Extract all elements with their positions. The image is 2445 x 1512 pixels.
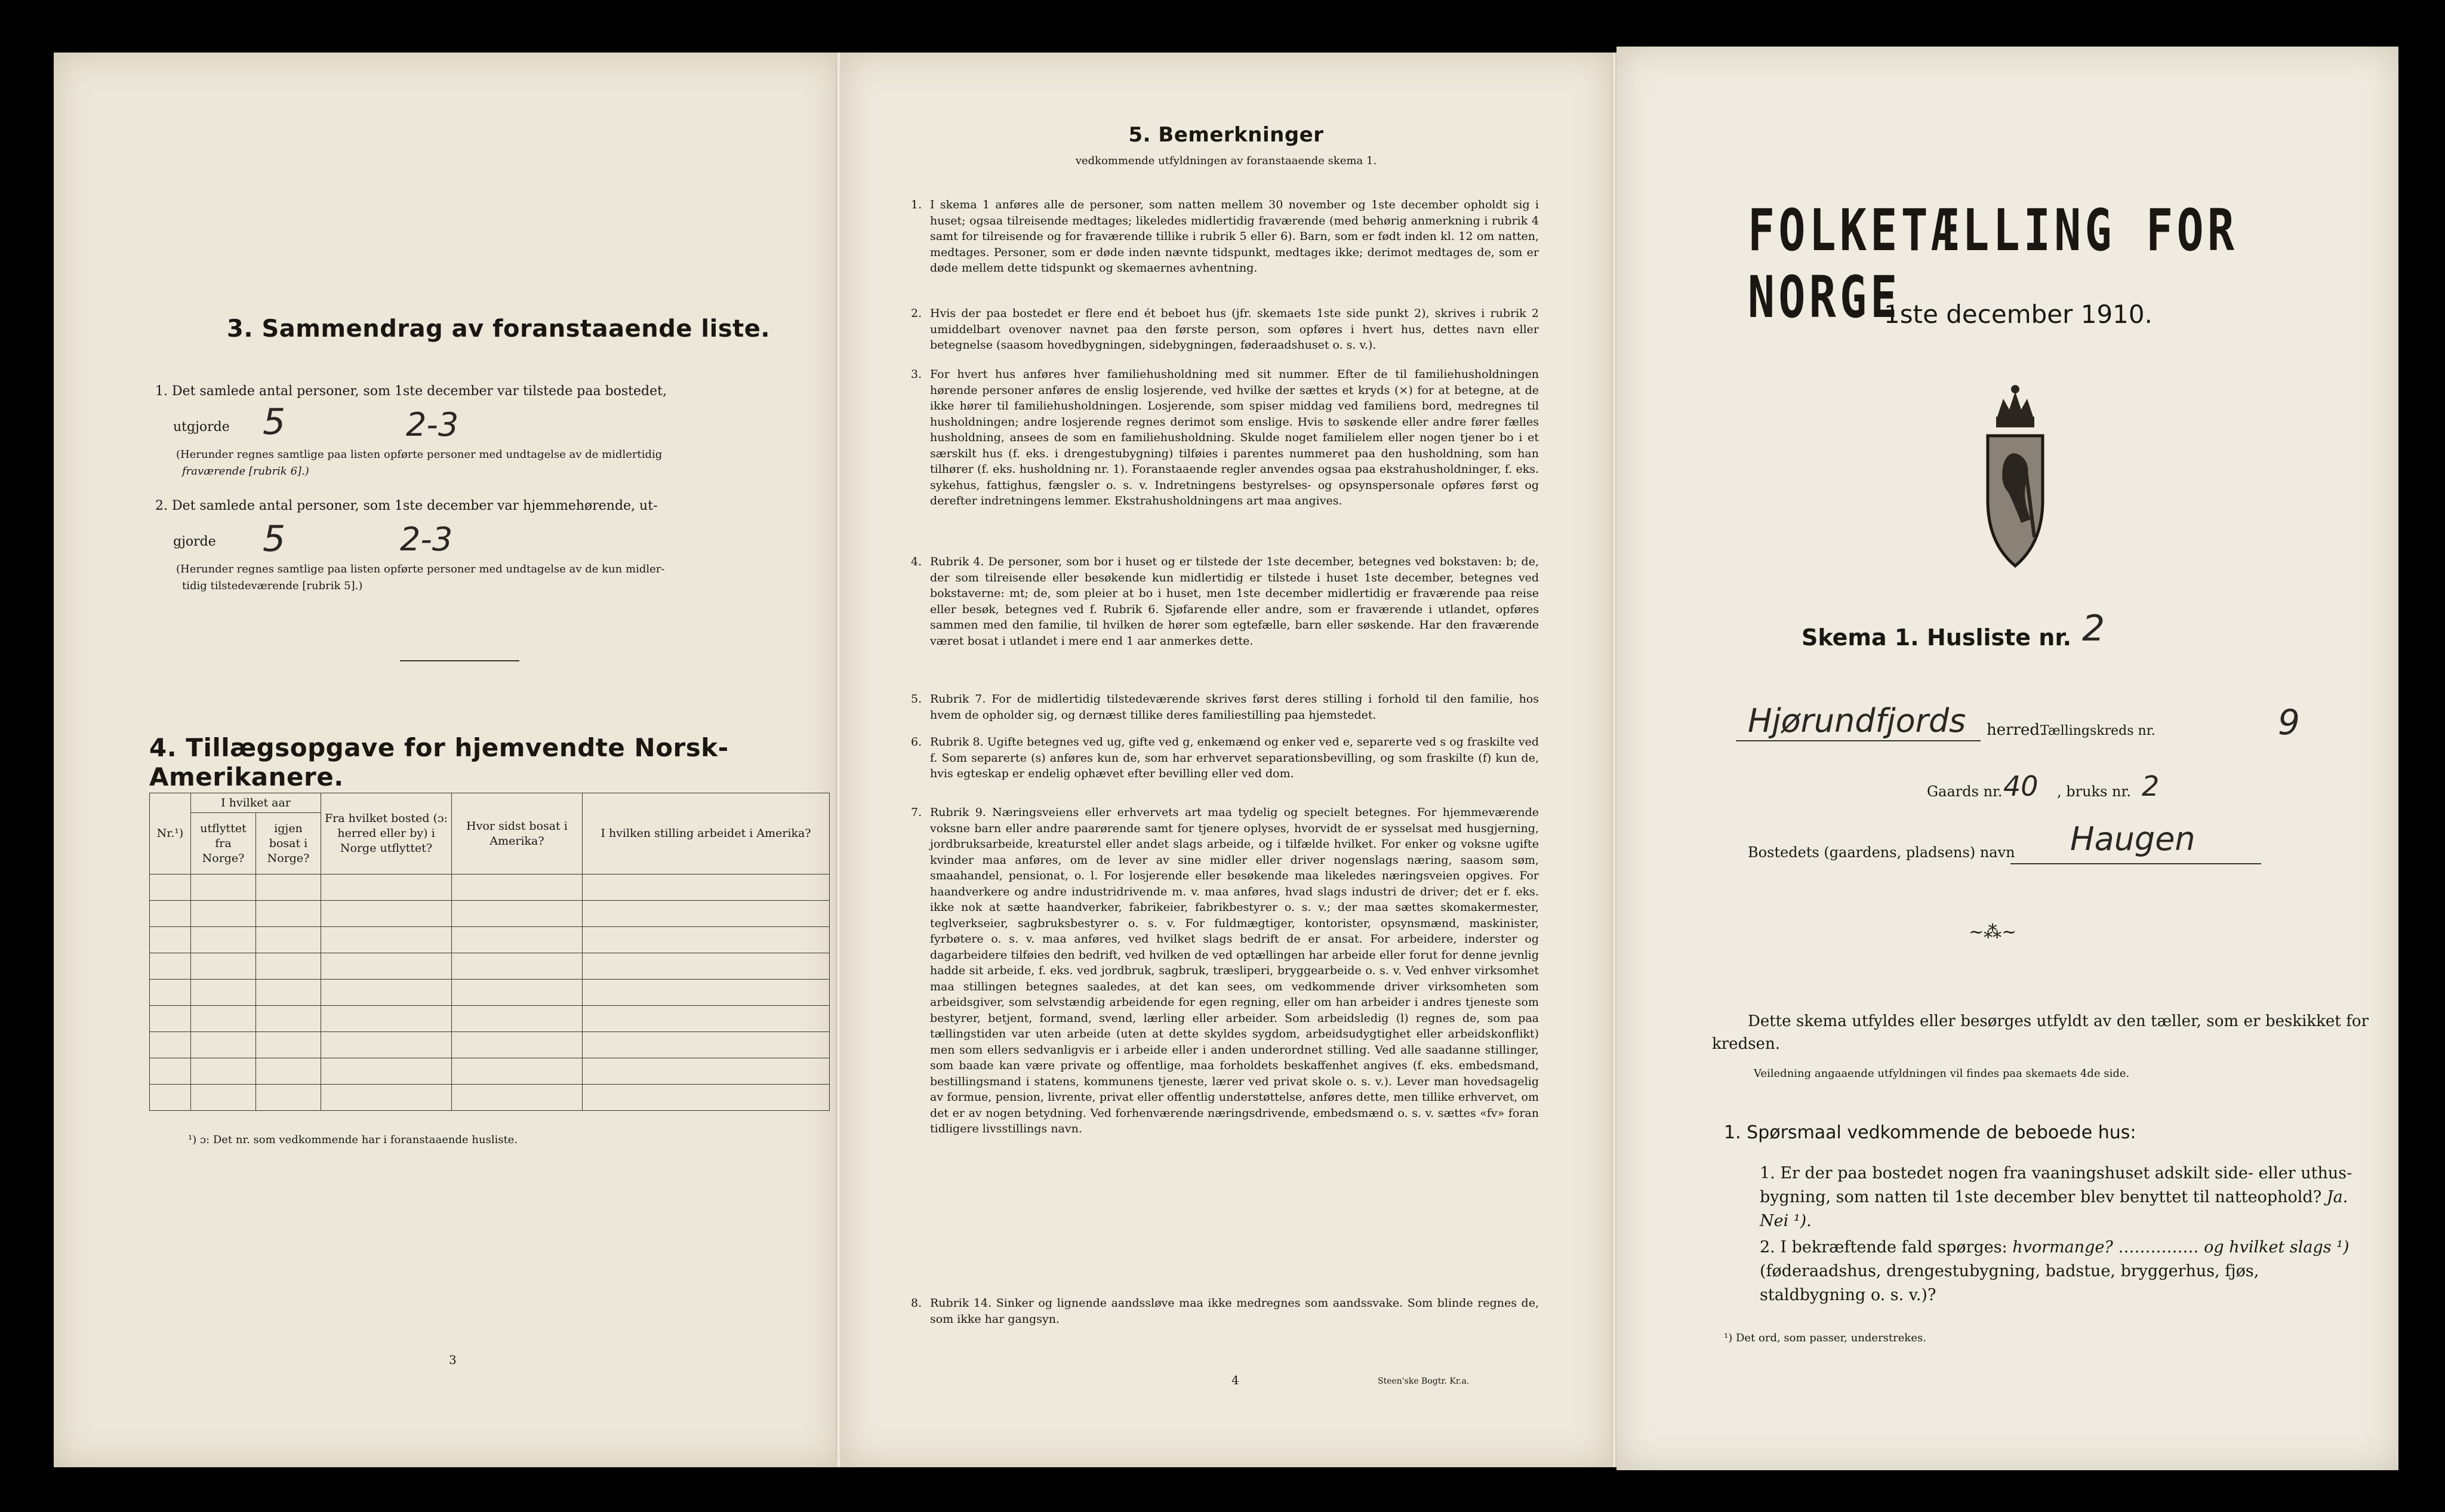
col-year-group: I hvilket aar <box>191 793 321 813</box>
remark-item: 3. For hvert hus anføres hver familiehusholdning med sit nummer. Efter de til familiehusholdningen hørende personer anføres de enslig losjerende, ved hvilke der sættes et kryds (×) for at betegne, at de ikke hører til familiehusholdningen. Losjerende, som spiser middag ved familiens bord, medregnes til husholdningen; andre losjerende regnes derimot som enslige. Hvis to søskende eller andre fører fælles husholdning, ansees de som en familiehusholdning. Skulde noget familielem eller nogen tjener bo i et særskilt hus (f. eks. i drengestubygning) tilføies i parentes nummeret paa den husholdning, som han tilhører (f. eks. husholdning nr. 1). Foranstaaende regler anvendes ogsaa paa ekstrahusholdninger, f. eks. sykehus, fattighus, fængsler o. s. v. Indretningens bestyrelses- og opsynspersonale opføres først og derefter indretningens lemmer. Ekstrahusholdningens art maa angives. <box>911 368 1539 507</box>
section3-item2-line2: gjorde <box>173 534 216 549</box>
table-row <box>150 1085 830 1111</box>
remarks-subtitle: vedkommende utfyldningen av foranstaaende skema 1. <box>1075 155 1377 167</box>
census-date: 1ste december 1910. <box>1884 300 2153 329</box>
remark-item: 5. Rubrik 7. For de midlertidig tilstedeværende skrives først deres stilling i forhold til den familie, hos hvem de opholder sig, og dernæst tillike deres familiestilling paa hjemstedet. <box>911 692 1539 722</box>
herred-label: herred. <box>1987 721 2045 739</box>
table-row <box>150 953 830 980</box>
herred-value: Hjørundfjords <box>1748 702 1966 740</box>
col-nr: Nr.¹) <box>150 793 191 874</box>
herred-line <box>1736 740 1981 741</box>
col-year-a: utflyttet fra Norge? <box>191 813 256 874</box>
bosted-line <box>2010 863 2261 864</box>
page-fold <box>1612 53 1616 1467</box>
remark-item: 4. Rubrik 4. De personer, som bor i huset og er tilstede der 1ste december, betegnes ved bokstaven: b; de, der som tilreisende eller besøkende kun midlertidig er tilstede i huset 1ste december, betegnes ved bokstaverne: mt; de, som pleier at bo i huset, men 1ste december midlertidig er fraværende paa reise eller besøk, betegnes ved f. Rubrik 6. Sjøfarende eller andre, som er fraværende i utlandet, opføres sammen med den familie, til hvilken de hører som egtefælle, barn eller søskende. Har den fraværende været bosat i utlandet i mere end 1 aar anmerkes dette. <box>911 555 1539 648</box>
ornament: ~⁂~ <box>1969 922 2017 943</box>
section3-item2-extra: 2-3 <box>400 521 453 558</box>
section3-title: 3. Sammendrag av foranstaaende liste. <box>227 315 771 343</box>
section3-item2: 2. Det samlede antal personer, som 1ste december var hjemmehørende, ut- <box>155 498 658 513</box>
gaards-value: 40 <box>2003 770 2038 802</box>
gaards-label: Gaards nr. <box>1927 783 2003 800</box>
husliste-nr-value: 2 <box>2082 608 2105 649</box>
table-row <box>150 1058 830 1085</box>
instruction-small: Veiledning angaaende utfyldningen vil findes paa skemaets 4de side. <box>1754 1067 2130 1080</box>
taellingskreds-label: Tællingskreds nr. <box>2040 723 2155 738</box>
section3-item1: 1. Det samlede antal personer, som 1ste december var tilstede paa bostedet, <box>155 384 667 399</box>
question-1: 1. Er der paa bostedet nogen fra vaaningshuset adskilt side- eller uthus-bygning, som natten til 1ste december blev benyttet til natteophold? Ja. Nei ¹). <box>1760 1164 2352 1230</box>
section3-item1-line2: utgjorde <box>173 420 230 435</box>
section4-footnote: ¹) ɔ: Det nr. som vedkommende har i foranstaaende husliste. <box>188 1134 518 1146</box>
remark-item: 2. Hvis der paa bostedet er flere end ét beboet hus (jfr. skemaets 1ste side punkt 2), skrives i rubrik 2 umiddelbart ovenover navnet paa den første person, som opføres i hvert hus, dettes navn eller betegnelse (saasom hovedbygningen, sidebygningen, føderaadshuset o. s. v.). <box>911 307 1539 352</box>
questions-heading: 1. Spørsmaal vedkommende de beboede hus: <box>1724 1122 2136 1143</box>
section4-title: 4. Tillægsopgave for hjemvendte Norsk-Amerikanere. <box>149 733 729 792</box>
page-number: 4 <box>1231 1373 1239 1387</box>
taellingskreds-value: 9 <box>2278 702 2300 743</box>
bruks-label: , bruks nr. <box>2057 783 2131 800</box>
question-2: 2. I bekræftende fald spørges: hvormange? …………… og hvilket slags ¹) (føderaadshus, drengestubygning, badstue, bryggerhus, fjøs, staldbygning o. s. v.)? <box>1760 1238 2349 1304</box>
remarks-title: 5. Bemerkninger <box>1128 123 1324 147</box>
instruction-text: Dette skema utfyldes eller besørges utfyldt av den tæller, som er beskikket for kredsen. <box>1712 1012 2369 1053</box>
table-row <box>150 927 830 953</box>
section3-item1-value: 5 <box>263 401 286 443</box>
col-where: Hvor sidst bosat i Amerika? <box>452 793 583 874</box>
form-page-4 <box>840 53 1612 1467</box>
remark-item: 1. I skema 1 anføres alle de personer, som natten mellem 30 november og 1ste december opholdt sig i huset; ogsaa tilreisende medtages; likeledes midlertidig fraværende (med behørig anmerkning i rubrik 4 samt for tilreisende og for fraværende tillike i rubrik 5 eller 6). Barn, som er født inden kl. 12 om natten, medtages. Personer, som er døde inden nævnte tidspunkt, medtages ikke; derimot medtages de, som er døde mellem dette tidspunkt og skemaernes avhentning. <box>911 198 1539 275</box>
section3-item2-note2: tidig tilstedeværende [rubrik 5].) <box>182 580 363 592</box>
table-row <box>150 901 830 927</box>
form-cover-page <box>1616 47 2398 1470</box>
section3-item1-note1: (Herunder regnes samtlige paa listen opførte personer med undtagelse av de midlertidig <box>176 448 663 461</box>
divider <box>400 660 519 661</box>
table-row <box>150 874 830 901</box>
section3-item2-value: 5 <box>263 518 286 560</box>
norway-coat-of-arms-icon <box>1979 381 2051 572</box>
remark-item: 8. Rubrik 14. Sinker og lignende aandssløve maa ikke medregnes som aandssvake. Som blinde regnes de, som ikke har gangsyn. <box>911 1297 1539 1326</box>
bruks-value: 2 <box>2142 770 2160 802</box>
section3-item1-extra: 2-3 <box>406 406 459 444</box>
printer-mark: Steen'ske Bogtr. Kr.a. <box>1378 1376 1470 1386</box>
schema-label: Skema 1. Husliste nr. <box>1802 624 2072 651</box>
remark-item: 7. Rubrik 9. Næringsveiens eller erhvervets art maa tydelig og specielt betegnes. For hjemmeværende voksne barn eller andre paarørende samt for tjenere oplyses, hvorvidt de er sysselsat med husgjerning, jordbruksarbeide, kreaturstel eller andet slags arbeide, og i tilfælde hvilket. For enker og voksne ugifte kvinder maa anføres, om de lever av sine midler eller driver nogenslags næring, saasom søm, smaahandel, pensionat, o. l. For losjerende eller besøkende maa likeledes næringsveien opgives. For haandverkere og andre industridrivende m. v. maa anføres, hvad slags industri de driver; det er f. eks. ikke nok at sætte haandverker, fabrikeier, fabrikbestyrer o. s. v.; der maa sættes skomakermester, teglverkseier, sagbruksbestyrer o. s. v. For fuldmægtiger, kontorister, opsynsmænd, maskinister, fyrbøtere o. s. v. maa anføres, ved hvilket slags bedrift de er ansat. For arbeidere, inderster og dagarbeidere tilføies den bedrift, ved hvilken de ved optællingen har arbeide eller forut for denne jevnlig hadde sit arbeide, f. eks. ved jordbruk, sagbruk, træsliperi, bryggearbeide o. s. v. Ved enhver virksomhet maa stillingen betegnes saaledes, at det kan sees, om vedkommende driver virksomheten som arbeidsgiver, som selvstændig arbeidende for egen regning, eller om han arbeider i andres tjeneste som bestyrer, betjent, formand, svend, lærling eller arbeider. Som arbeidsledig (l) regnes de, som paa tællingstiden var uten arbeide (uten at dette skyldes sygdom, arbeidsudygtighet eller arbeidskonflikt) men som ellers sedvanligvis er i arbeide eller i anden underordnet stilling. Ved alle saadanne stillinger, som baade kan være private og offentlige, maa forholdets beskaffenhet angives (f. eks. embedsmand, bestillingsmand i statens, kommunens tjeneste, lærer ved privat skole o. s. v.). Lever man hovedsagelig av formue, pension, livrente, privat eller offentlig understøttelse, anføres dette, men tillike erhvervet, om det er av nogen betydning. Ved forhenværende næringsdrivende, embedsmænd o. s. v. sættes «fv» foran tidligere livsstillings navn. <box>911 806 1539 1135</box>
bosted-label: Bostedets (gaardens, pladsens) navn <box>1748 844 2015 861</box>
page-number: 3 <box>449 1353 457 1367</box>
table-row <box>150 1006 830 1032</box>
col-from: Fra hvilket bosted (ɔ: herred eller by) i Norge utflyttet? <box>321 793 452 874</box>
census-title: FOLKETÆLLING FOR NORGE <box>1748 197 2238 331</box>
col-year-b: igjen bosat i Norge? <box>256 813 321 874</box>
remark-item: 6. Rubrik 8. Ugifte betegnes ved ug, gifte ved g, enkemænd og enker ved e, separerte ved s og fraskilte ved f. Som separerte (s) anføres kun de, som har erhvervet separationsbevilling, og som fraskilte (f) kun de, hvis egteskap er endelig ophævet efter bevilling eller ved dom. <box>911 735 1539 780</box>
table-row <box>150 980 830 1006</box>
form-page-3 <box>54 53 840 1467</box>
table-row <box>150 1032 830 1058</box>
col-position: I hvilken stilling arbeidet i Amerika? <box>583 793 830 874</box>
section3-item2-note1: (Herunder regnes samtlige paa listen opførte personer med undtagelse av de kun midler- <box>176 563 665 575</box>
cover-footnote: ¹) Det ord, som passer, understrekes. <box>1724 1332 1926 1344</box>
norsk-amerikanere-table <box>149 793 830 1111</box>
section3-item1-note2: fraværende [rubrik 6].) <box>182 465 309 478</box>
bosted-value: Haugen <box>2070 820 2195 858</box>
